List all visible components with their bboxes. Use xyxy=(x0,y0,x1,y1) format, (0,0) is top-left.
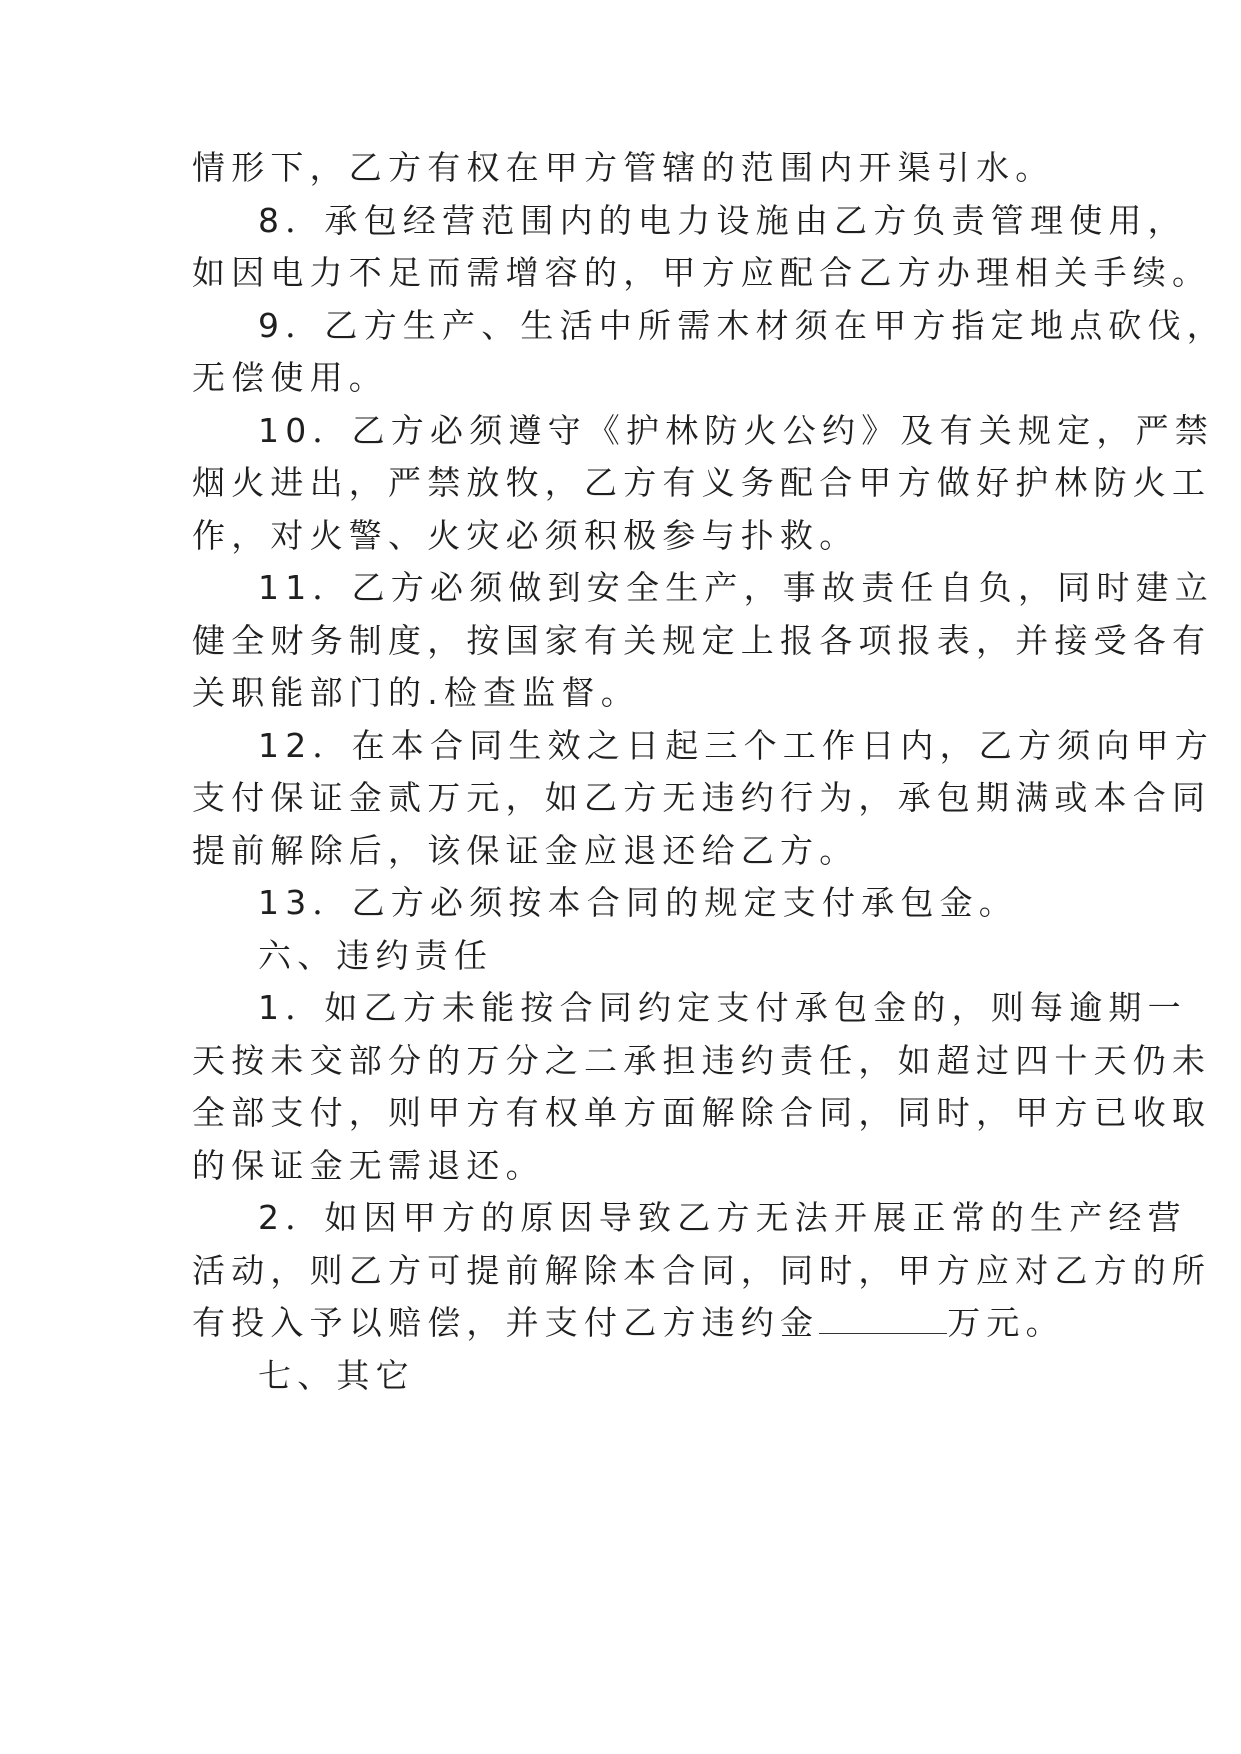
penalty-line-prefix: 有投入予以赔偿，并支付乙方违约金 xyxy=(192,1303,820,1342)
text-line: 的保证金无需退还。 xyxy=(192,1146,545,1185)
text-line: 如因电力不足而需增容的，甲方应配合乙方办理相关手续。 xyxy=(192,253,1212,292)
text-line: 无偿使用。 xyxy=(192,358,388,397)
clause-8-line: 8．承包经营范围内的电力设施由乙方负责管理使用， xyxy=(258,201,1187,240)
section-heading-liability: 六、违约责任 xyxy=(258,936,494,975)
text-line: 健全财务制度，按国家有关规定上报各项报表，并接受各有 xyxy=(192,621,1212,660)
text-line: 烟火进出，严禁放牧，乙方有义务配合甲方做好护林防火工 xyxy=(192,463,1212,502)
text-line: 情形下，乙方有权在甲方管辖的范围内开渠引水。 xyxy=(192,148,1055,187)
text-line: 关职能部门的.检查监督。 xyxy=(192,673,640,712)
liability-clause-1-line: 1．如乙方未能按合同约定支付承包金的，则每逾期一 xyxy=(258,988,1187,1027)
liability-clause-2-line: 2．如因甲方的原因导致乙方无法开展正常的生产经营 xyxy=(258,1198,1187,1237)
text-line: 全部支付，则甲方有权单方面解除合同，同时，甲方已收取 xyxy=(192,1093,1212,1132)
clause-11-line: 11．乙方必须做到安全生产，事故责任自负，同时建立 xyxy=(258,568,1214,607)
penalty-line xyxy=(192,1303,1065,1343)
text-line: 天按未交部分的万分之二承担违约责任，如超过四十天仍未 xyxy=(192,1041,1212,1080)
clause-12-line: 12．在本合同生效之日起三个工作日内，乙方须向甲方 xyxy=(258,726,1214,765)
penalty-amount-blank xyxy=(819,1333,947,1334)
text-line: 支付保证金贰万元，如乙方无违约行为，承包期满或本合同 xyxy=(192,778,1212,817)
clause-13-line: 13．乙方必须按本合同的规定支付承包金。 xyxy=(258,883,1018,922)
text-line: 活动，则乙方可提前解除本合同，同时，甲方应对乙方的所 xyxy=(192,1251,1212,1290)
penalty-line-suffix: 万元。 xyxy=(947,1303,1065,1342)
text-line: 提前解除后，该保证金应退还给乙方。 xyxy=(192,831,859,870)
clause-9-line: 9．乙方生产、生活中所需木材须在甲方指定地点砍伐， xyxy=(258,306,1226,345)
section-heading-other: 七、其它 xyxy=(258,1356,415,1395)
clause-10-line: 10．乙方必须遵守《护林防火公约》及有关规定，严禁 xyxy=(258,411,1214,450)
text-line: 作，对火警、火灾必须积极参与扑救。 xyxy=(192,516,859,555)
